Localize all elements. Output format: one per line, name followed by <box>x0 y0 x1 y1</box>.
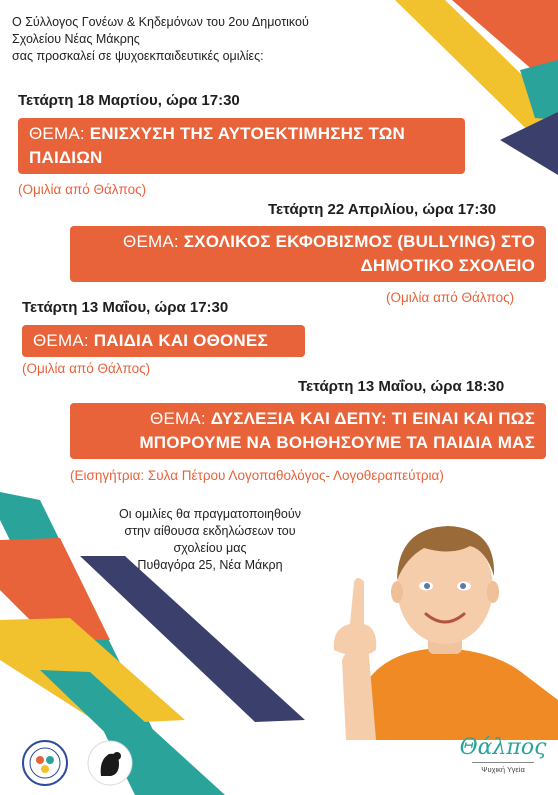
pointing-hand <box>334 578 376 656</box>
talk-1-speaker: (Ομιλία από Θάλπος) <box>18 182 147 197</box>
theme-keyword: ΘΕΜΑ: <box>150 409 206 428</box>
intro-text <box>12 14 352 65</box>
thalpos-logo-icon <box>458 735 548 774</box>
intro-line: Ο Σύλλογος Γονέων & Κηδεμόνων του 2ου Δημοτικού <box>12 15 309 29</box>
venue-text <box>95 506 325 574</box>
theme-title-line: ΠΑΙΔΙΑ ΚΑΙ ΟΘΟΝΕΣ <box>93 331 268 350</box>
theme-keyword: ΘΕΜΑ: <box>29 124 85 143</box>
boy-photo <box>320 510 558 740</box>
theme-title-line: ΕΝΙΣΧΥΣΗ ΤΗΣ ΑΥΤΟΕΚΤΙΜΗΣΗΣ ΤΩΝ <box>89 124 406 143</box>
talk-2-date: Τετάρτη 22 Απριλίου, ώρα 17:30 <box>268 201 497 218</box>
talk-1-date: Τετάρτη 18 Μαρτίου, ώρα 17:30 <box>18 92 240 109</box>
association-logo-icon <box>22 740 68 786</box>
theme-keyword: ΘΕΜΑ: <box>123 232 179 251</box>
venue-line: Οι ομιλίες θα πραγματοποιηθούν <box>119 507 301 521</box>
theme-title-line: ΔΥΣΛΕΞΙΑ ΚΑΙ ΔΕΠΥ: ΤΙ ΕΙΝΑΙ ΚΑΙ ΠΩΣ <box>210 409 535 428</box>
talk-3-theme <box>22 325 305 357</box>
theme-keyword: ΘΕΜΑ: <box>33 331 89 350</box>
theme-title-line: ΜΠΟΡΟΥΜΕ ΝΑ ΒΟΗΘΗΣΟΥΜΕ ΤΑ ΠΑΙΔΙΑ ΜΑΣ <box>139 433 535 452</box>
talk-3-date: Τετάρτη 13 Μαΐου, ώρα 17:30 <box>22 299 229 316</box>
intro-line: Σχολείου Νέας Μάκρης <box>12 32 140 46</box>
raised-arm <box>342 644 376 740</box>
intro-line: σας προσκαλεί σε ψυχοεκπαιδευτικές ομιλίες: <box>12 49 264 63</box>
talk-4-theme <box>70 403 546 459</box>
talk-4-speaker: (Εισηγήτρια: Συλα Πέτρου Λογοπαθολόγος- Λογοθεραπεύτρια) <box>70 468 444 483</box>
school-logo-icon <box>85 738 135 788</box>
venue-line: σχολείου μας <box>173 541 247 555</box>
brand-name: Θάλπος <box>459 735 547 760</box>
brand-tagline: Ψυχική Υγεία <box>472 762 534 774</box>
theme-title-line: ΔΗΜΟΤΙΚΟ ΣΧΟΛΕΙΟ <box>360 256 535 275</box>
venue-line: Πυθαγόρα 25, Νέα Μάκρη <box>137 558 283 572</box>
theme-title-line: ΠΑΙΔΙΩΝ <box>29 148 103 167</box>
talk-4-date: Τετάρτη 13 Μαΐου, ώρα 18:30 <box>298 378 505 395</box>
talk-2-speaker: (Ομιλία από Θάλπος) <box>386 290 515 305</box>
theme-title-line: ΣΧΟΛΙΚΟΣ ΕΚΦΟΒΙΣΜΟΣ (BULLYING) ΣΤΟ <box>183 232 535 251</box>
talk-2-theme <box>70 226 546 282</box>
talk-3-speaker: (Ομιλία από Θάλπος) <box>22 361 151 376</box>
orange-shirt <box>360 648 558 740</box>
talk-1-theme <box>18 118 465 174</box>
venue-line: στην αίθουσα εκδηλώσεων του <box>124 524 296 538</box>
